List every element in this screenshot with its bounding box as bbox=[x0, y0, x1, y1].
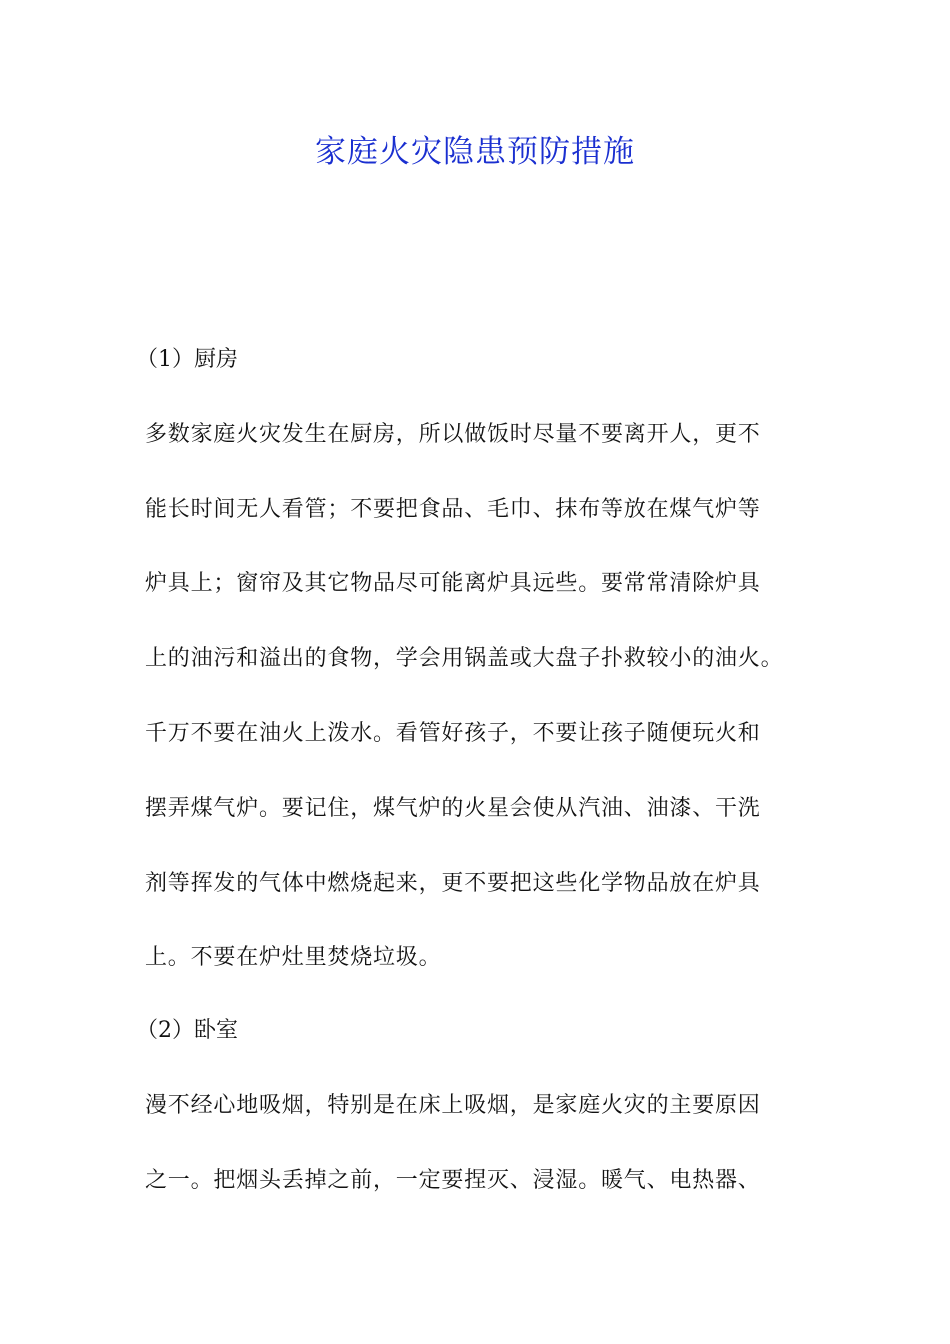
paragraph-line: 千万不要在油火上泼水。看管好孩子，不要让孩子随便玩火和 bbox=[145, 721, 761, 746]
paragraph-line: 上的油污和溢出的食物，学会用锅盖或大盘子扑救较小的油火。 bbox=[145, 646, 784, 671]
document-title: 家庭火灾隐患预防措施 bbox=[315, 134, 635, 170]
section-heading-bedroom: （2）卧室 bbox=[136, 1018, 238, 1043]
paragraph-line: 剂等挥发的气体中燃烧起来，更不要把这些化学物品放在炉具 bbox=[145, 871, 761, 896]
paragraph-line: 上。不要在炉灶里焚烧垃圾。 bbox=[145, 945, 442, 970]
paragraph-line: 多数家庭火灾发生在厨房，所以做饭时尽量不要离开人，更不 bbox=[145, 422, 761, 447]
paragraph-line: 炉具上；窗帘及其它物品尽可能离炉具远些。要常常清除炉具 bbox=[145, 571, 761, 596]
section-heading-kitchen: （1）厨房 bbox=[136, 347, 238, 372]
paragraph-line: 漫不经心地吸烟，特别是在床上吸烟，是家庭火灾的主要原因 bbox=[145, 1093, 761, 1118]
paragraph-line: 能长时间无人看管；不要把食品、毛巾、抹布等放在煤气炉等 bbox=[145, 497, 761, 522]
paragraph-line: 之一。把烟头丢掉之前，一定要捏灭、浸湿。暖气、电热器、 bbox=[145, 1168, 761, 1193]
paragraph-line: 摆弄煤气炉。要记住，煤气炉的火星会使从汽油、油漆、干洗 bbox=[145, 796, 761, 821]
